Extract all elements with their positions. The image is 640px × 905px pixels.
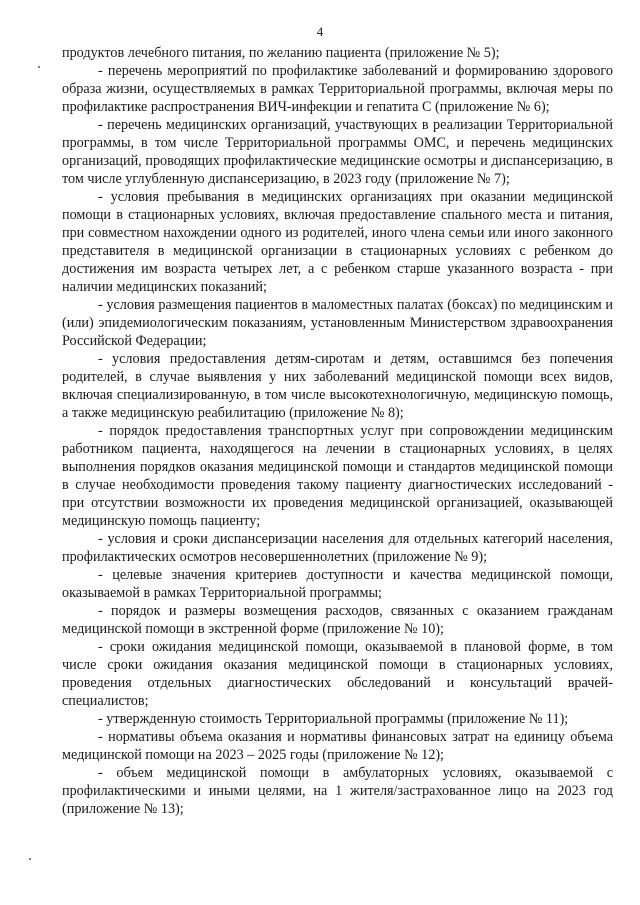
- list-item: - условия размещения пациентов в маломестных палатах (боксах) по медицинским и (или) эпидемиологическим показаниям, установленным Министерством здравоохранения Российской Федерации;: [62, 297, 613, 349]
- page-number: 4: [316, 24, 324, 39]
- list-item: - перечень медицинских организаций, участвующих в реализации Территориальной программы, в том числе Территориальной программы ОМС, и перечень медицинских организаций, проводящих профилактические медицинские осмотры и диспансеризацию, в том числе углубленную диспансеризацию, в 2023 году (приложение № 7);: [62, 117, 613, 187]
- list-item: - утвержденную стоимость Территориальной программы (приложение № 11);: [98, 711, 569, 727]
- document-body: [62, 44, 613, 818]
- list-item: - объем медицинской помощи в амбулаторных условиях, оказываемой с профилактическими и иными целями, на 1 жителя/застрахованное лицо на 2023 год (приложение № 13);: [62, 765, 613, 817]
- list-item: - порядок предоставления транспортных услуг при сопровождении медицинским работником пациента, находящегося на лечении в стационарных условиях, в целях выполнения порядков оказания медицинской помощи и стандартов медицинской помощи в случае необходимости проведения такому пациенту диагностических исследований - при отсутствии возможности их проведения медицинской организацией, оказывающей медицинскую помощь пациенту;: [62, 423, 613, 529]
- list-item: - целевые значения критериев доступности и качества медицинской помощи, оказываемой в рамках Территориальной программы;: [62, 567, 613, 601]
- list-item: - сроки ожидания медицинской помощи, оказываемой в плановой форме, в том числе сроки ожидания оказания медицинской помощи в стационарных условиях, проведения отдельных диагностических обследований и консультаций врачей-специалистов;: [62, 639, 613, 709]
- scan-speck: [38, 66, 40, 68]
- list-item: - нормативы объема оказания и нормативы финансовых затрат на единицу объема медицинской помощи на 2023 – 2025 годы (приложение № 12);: [62, 729, 613, 763]
- list-item: - перечень мероприятий по профилактике заболеваний и формированию здорового образа жизни, осуществляемых в рамках Территориальной программы, включая меры по профилактике распространения ВИЧ-инфекции и гепатита С (приложение № 6);: [62, 63, 613, 115]
- list-item: - условия пребывания в медицинских организациях при оказании медицинской помощи в стационарных условиях, включая предоставление спального места и питания, при совместном нахождении одного из родителей, иного члена семьи или иного законного представителя в медицинской организации в стационарных условиях с ребенком до достижения им возраста четырех лет, а с ребенком старше указанного возраста - при наличии медицинских показаний;: [62, 189, 613, 295]
- list-item: - условия и сроки диспансеризации населения для отдельных категорий населения, профилактических осмотров несовершеннолетних (приложение № 9);: [62, 531, 613, 565]
- paragraph-continuation: продуктов лечебного питания, по желанию пациента (приложение № 5);: [62, 45, 500, 61]
- list-item: - условия предоставления детям-сиротам и детям, оставшимся без попечения родителей, в случае выявления у них заболеваний медицинской помощи всех видов, включая специализированную, в том числе высокотехнологичную, медицинскую помощь, а также медицинскую реабилитацию (приложение № 8);: [62, 351, 613, 421]
- list-item: - порядок и размеры возмещения расходов, связанных с оказанием гражданам медицинской помощи в экстренной форме (приложение № 10);: [62, 603, 613, 637]
- scan-speck: [29, 858, 31, 860]
